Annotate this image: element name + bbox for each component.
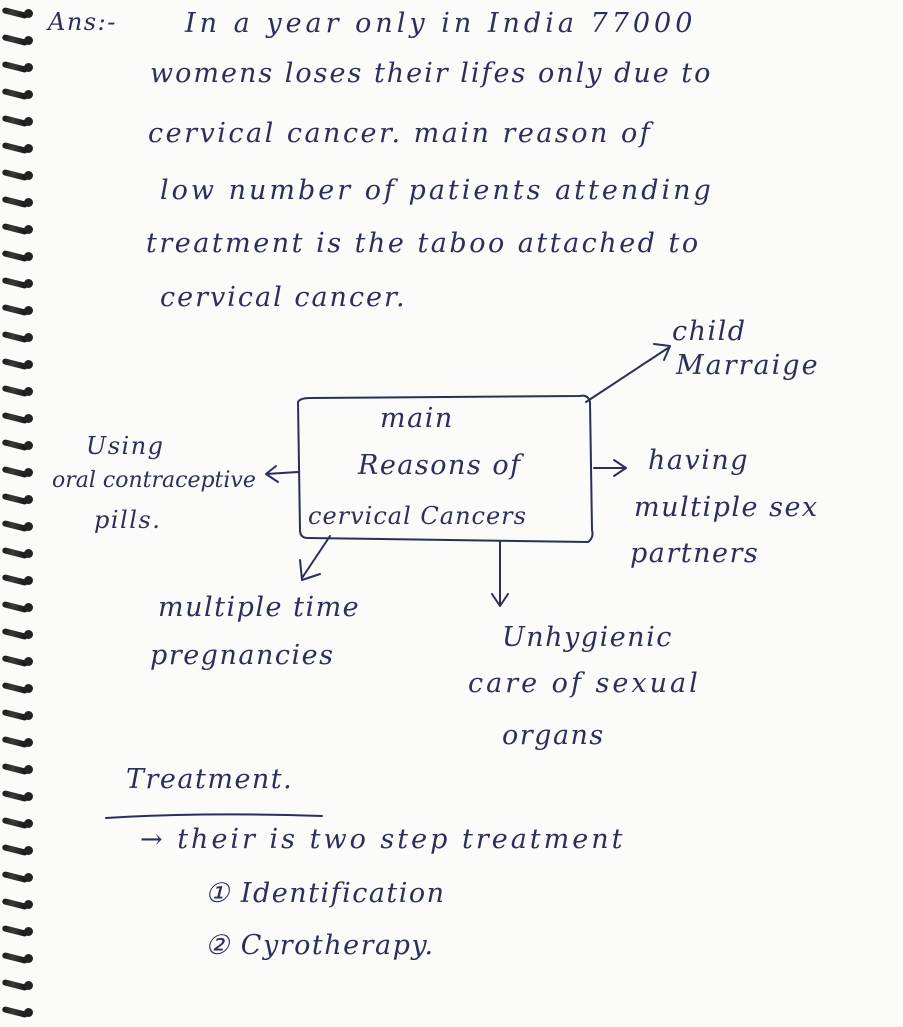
treatment-underline [106,814,322,818]
spiral-ring [2,978,32,992]
spiral-ring [2,6,32,20]
diagram-box-line-2: Reasons of [358,450,522,481]
pregnancies-line-2: pregnancies [150,640,335,671]
spiral-ring [2,33,32,47]
paragraph-line-2: womens loses their lifes only due to [150,58,713,89]
arrow-to-child-marriage [586,344,670,402]
treatment-intro: → their is two step treatment [140,824,626,855]
spiral-ring [2,762,32,776]
spiral-ring [2,735,32,749]
spiral-ring [2,114,32,128]
spiral-ring [2,465,32,479]
child-marriage-line-1: child [672,316,747,347]
diagram-box-line-3: cervical Cancers [308,502,527,530]
oral-pills-line-3: pills. [94,506,162,534]
spiral-ring [2,681,32,695]
arrow-to-partners [594,460,626,476]
paragraph-line-6: cervical cancer. [160,282,407,313]
spiral-ring [2,384,32,398]
treatment-step-1: ① Identification [205,878,446,909]
treatment-step-2: ② Cyrotherapy. [205,930,435,961]
multiple-partners-line-1: having [648,445,750,476]
spiral-ring [2,168,32,182]
child-marriage-line-2: Marraige [676,350,820,381]
spiral-ring [2,546,32,560]
paragraph-line-4: low number of patients attending [160,175,714,206]
spiral-ring [2,897,32,911]
spiral-ring [2,1005,32,1019]
unhygienic-line-2: care of sexual [468,668,701,699]
spiral-ring [2,816,32,830]
spiral-ring [2,600,32,614]
spiral-ring [2,708,32,722]
paragraph-line-3: cervical cancer. main reason of [148,118,653,149]
spiral-ring [2,573,32,587]
pregnancies-line-1: multiple time [158,592,361,623]
diagram-box-line-1: main [380,403,454,434]
answer-label: Ans:- [48,8,117,36]
unhygienic-line-3: organs [502,720,605,751]
arrow-to-pregnancies [300,536,330,580]
multiple-partners-line-2: multiple sex [634,492,819,523]
arrow-to-oral-pills [266,466,298,482]
paragraph-line-5: treatment is the taboo attached to [146,228,701,259]
spiral-ring [2,357,32,371]
spiral-ring [2,276,32,290]
multiple-partners-line-3: partners [630,538,760,569]
spiral-ring [2,195,32,209]
arrow-to-unhygienic [492,542,508,606]
notebook-spiral-binding [0,0,40,1027]
oral-pills-line-1: Using [86,432,165,460]
spiral-ring [2,870,32,884]
spiral-ring [2,222,32,236]
spiral-ring [2,141,32,155]
treatment-heading: Treatment. [126,764,294,795]
spiral-ring [2,951,32,965]
oral-pills-line-2: oral contraceptive [52,468,256,493]
spiral-ring [2,519,32,533]
spiral-ring [2,60,32,74]
spiral-ring [2,627,32,641]
spiral-ring [2,789,32,803]
spiral-ring [2,492,32,506]
spiral-ring [2,303,32,317]
unhygienic-line-1: Unhygienic [502,622,673,653]
spiral-ring [2,330,32,344]
spiral-ring [2,249,32,263]
spiral-ring [2,843,32,857]
spiral-ring [2,411,32,425]
paragraph-line-1: In a year only in India 77000 [185,8,697,39]
spiral-ring [2,87,32,101]
spiral-ring [2,654,32,668]
spiral-ring [2,924,32,938]
spiral-ring [2,438,32,452]
